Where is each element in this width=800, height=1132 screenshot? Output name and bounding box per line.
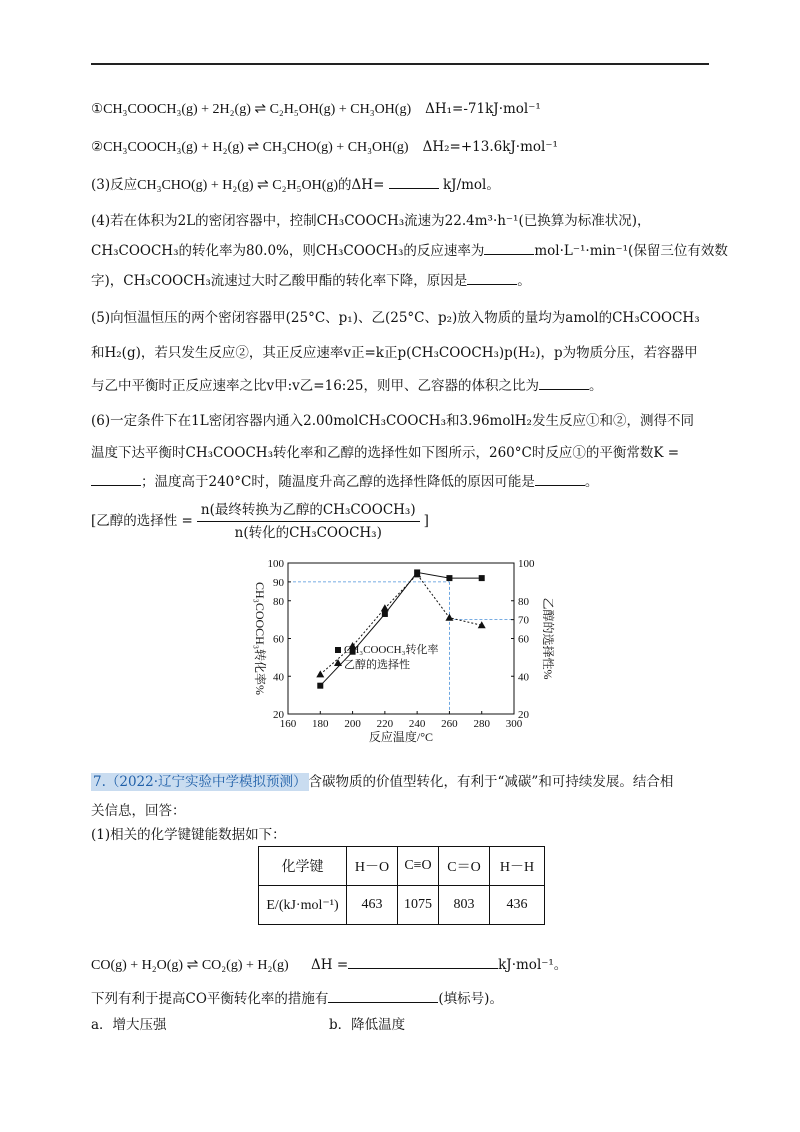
table-header: H－O	[347, 847, 398, 886]
conversion-selectivity-chart	[238, 550, 558, 745]
q6-line-1: (6)一定条件下在1L密闭容器内通入2.00molCH₃COOCH₃和3.96molH₂发生反应①和②，测得不同	[91, 413, 694, 429]
selectivity-point	[478, 621, 486, 628]
question-7-source-tag[interactable]: 7.（2022·辽宁实验中学模拟预测）	[93, 774, 307, 790]
y-left-tick-label: 100	[267, 558, 284, 570]
reaction-2	[91, 137, 558, 158]
x-tick-label: 240	[408, 718, 426, 730]
y-left-tick-label: 20	[273, 709, 284, 721]
q3-text-a: (3)反应	[91, 177, 138, 193]
q7-measures-hint: (填标号)。	[438, 991, 503, 1007]
q3-equation: CH₃CHO(g) + H₂(g) ⇌ C₂H₅OH(g)	[137, 178, 339, 193]
y-right-tick-label: 40	[518, 671, 529, 684]
y-left-tick-label: 80	[273, 595, 284, 608]
q7-line-1	[91, 772, 673, 792]
top-rule	[91, 63, 709, 65]
y-left-tick-label: 90	[273, 576, 284, 589]
q7-line-2: 关信息，回答：	[91, 803, 186, 819]
q4-line-3	[91, 271, 531, 291]
reaction-2-enthalpy: ΔH₂=+13.6kJ·mol⁻¹	[422, 139, 558, 155]
q5-text-b: 。	[589, 378, 603, 394]
q4-line-2	[91, 241, 728, 261]
y-left-axis-title: CH₃COOCH₃转化率%	[253, 581, 267, 696]
q7-dh-unit: kJ·mol⁻¹。	[498, 957, 568, 973]
q5-line-2: 和H₂(g)，若只发生反应②，其正反应速率v正=k正p(CH₃COOCH₃)p(H₂)，p为物质分压，若容器甲	[91, 345, 698, 361]
x-axis-title: 反应温度/°C	[368, 730, 434, 744]
q3-unit: kJ/mol。	[442, 177, 500, 193]
q6-line-2: 温度下达平衡时CH₃COOCH₃转化率和乙醇的选择性如下图所示，260°C时反应①的平衡常数K =	[91, 445, 680, 461]
q6-line-3	[91, 472, 598, 492]
legend-triangle-marker	[334, 659, 342, 666]
y-right-tick-label: 80	[518, 595, 529, 608]
x-tick-label: 260	[441, 718, 458, 730]
q6-text-b: 。	[584, 474, 599, 490]
q7-enthalpy-label: ΔH =	[311, 957, 349, 973]
table-cell: 1075	[398, 886, 439, 925]
q5-ratio-blank[interactable]	[539, 377, 589, 390]
x-tick-label: 180	[312, 718, 329, 730]
legend-conversion-label: CH₃COOCH₃转化率	[344, 644, 439, 656]
bond-energy-table	[258, 846, 545, 925]
q4-line-1: (4)若在体积为2L的密闭容器中，控制CH₃COOCH₃流速为22.4m³·h⁻¹(已换算为标准状况)，	[91, 213, 651, 229]
q7-measures-blank[interactable]	[328, 990, 438, 1003]
table-header: C＝O	[439, 847, 490, 886]
q7-options	[91, 1015, 406, 1035]
x-tick-label: 300	[505, 718, 523, 730]
q5-line-1: (5)向恒温恒压的两个密闭容器甲(25°C、p₁)、乙(25°C、p₂)放入物质的量均为amol的CH₃COOCH₃	[91, 310, 700, 326]
option-a: a．增大压强	[91, 1017, 167, 1033]
q7-measures-text: 下列有利于提高CO平衡转化率的措施有	[91, 991, 329, 1007]
y-right-tick-label: 100	[518, 558, 535, 570]
q3-text-b: 的ΔH=	[338, 177, 385, 193]
q4-text-a: CH₃COOCH₃的转化率为80.0%，则CH₃COOCH₃的反应速率为	[91, 243, 485, 259]
y-right-tick-label: 20	[518, 709, 529, 721]
reaction-1-equation: CH₃COOCH₃(g) + 2H₂(g) ⇌ C₂H₅OH(g) + CH₃OH(g)	[103, 102, 412, 117]
selectivity-numerator: n(最终转换为乙醇的CH₃COOCH₃)	[197, 501, 420, 522]
q4-text-d: 。	[517, 273, 531, 289]
x-tick-label: 160	[279, 718, 297, 730]
q7-dh-blank[interactable]	[348, 956, 498, 969]
y-left-tick-label: 60	[273, 633, 284, 646]
q4-text-b: mol·L⁻¹·min⁻¹(保留三位有效数	[534, 243, 728, 259]
x-tick-label: 280	[473, 718, 490, 730]
reaction-1-number: ①	[91, 101, 104, 117]
q7-part-1: (1)相关的化学键键能数据如下：	[91, 827, 286, 843]
x-tick-label: 200	[344, 718, 361, 730]
selectivity-label: [乙醇的选择性 =	[91, 513, 193, 529]
table-header-row	[259, 847, 545, 886]
plot-frame	[288, 563, 514, 714]
y-right-tick-label: 60	[518, 633, 529, 646]
reaction-2-equation: CH₃COOCH₃(g) + H₂(g) ⇌ CH₃CHO(g) + CH₃OH(g)	[103, 140, 409, 155]
q5-text-a: 与乙中平衡时正反应速率之比v甲:v乙=16:25，则甲、乙容器的体积之比为	[91, 378, 540, 394]
q7-measures-line	[91, 989, 503, 1009]
conversion-point	[446, 575, 452, 581]
table-header: H－H	[490, 847, 545, 886]
q7-intro: 含碳物质的价值型转化，有利于“减碳”和可持续发展。结合相	[308, 774, 674, 790]
q6-text-a: ；温度高于240°C时，随温度升高乙醇的选择性降低的原因可能是	[141, 474, 535, 490]
q3-answer-blank[interactable]	[389, 176, 439, 189]
y-right-axis-title: 乙醇的选择性%	[541, 597, 555, 680]
q7-equation-line	[91, 955, 567, 976]
y-left-tick-label: 40	[273, 671, 284, 684]
q7-equation: CO(g) + H₂O(g) ⇌ CO₂(g) + H₂(g)	[91, 958, 289, 973]
conversion-point	[317, 683, 323, 689]
selectivity-formula	[91, 501, 429, 542]
reaction-1-enthalpy: ΔH₁=-71kJ·mol⁻¹	[425, 101, 541, 117]
selectivity-denominator: n(转化的CH₃COOCH₃)	[234, 525, 382, 541]
q5-line-3	[91, 376, 603, 396]
table-cell: 803	[439, 886, 490, 925]
q4-reason-blank[interactable]	[467, 272, 517, 285]
q4-text-c: 字)，CH₃COOCH₃流速过大时乙酸甲酯的转化率下降，原因是	[91, 273, 468, 289]
table-cell: 463	[347, 886, 398, 925]
question-3	[91, 175, 500, 196]
option-b: b．降低温度	[329, 1017, 406, 1033]
table-header: 化学键	[259, 847, 347, 886]
q4-rate-blank[interactable]	[484, 242, 534, 255]
table-cell: 436	[490, 886, 545, 925]
reaction-1	[91, 99, 541, 120]
conversion-point	[382, 611, 388, 617]
table-row-label: E/(kJ·mol⁻¹)	[259, 886, 347, 925]
conversion-point	[479, 575, 485, 581]
selectivity-fraction	[197, 501, 420, 542]
legend-square-marker	[335, 647, 341, 653]
reaction-2-number: ②	[91, 139, 104, 155]
x-tick-label: 220	[376, 718, 394, 730]
legend-selectivity-label: 乙醇的选择性	[344, 659, 410, 671]
q6-k-blank[interactable]	[91, 473, 141, 486]
y-right-tick-label: 70	[518, 614, 529, 627]
table-row	[259, 886, 545, 925]
selectivity-bracket: ]	[423, 513, 429, 529]
q6-reason-blank[interactable]	[535, 473, 585, 486]
table-header: C≡O	[398, 847, 439, 886]
